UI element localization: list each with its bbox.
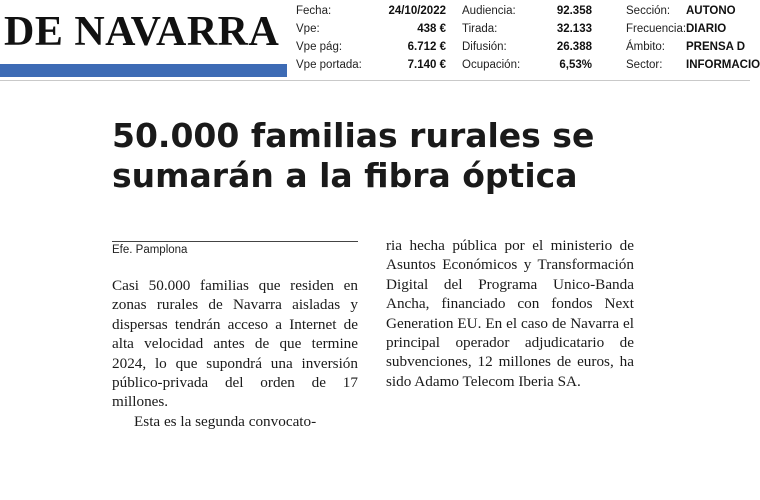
meta-label: Sector: [626,59,663,71]
meta-value: 26.388 [556,41,592,53]
meta-label: Ocupación: [462,59,521,71]
meta-value: AUTONO [686,5,736,17]
meta-label: Vpe: [296,23,320,35]
article-byline: Efe. Pamplona [112,244,188,256]
meta-value: DIARIO [686,23,727,35]
meta-row-frecuencia [626,20,750,38]
meta-label: Fecha: [296,5,332,17]
meta-column-3 [626,2,760,74]
meta-label: Audiencia: [462,5,516,17]
meta-row-fecha [296,2,446,20]
header-divider [0,80,750,81]
meta-label: Difusión: [462,41,507,53]
meta-row-difusion [462,38,592,56]
meta-row-ocupacion [462,56,592,74]
meta-column-1 [296,2,446,74]
meta-column-2 [462,2,592,74]
meta-row-ambito [626,38,750,56]
meta-label: Vpe portada: [296,59,362,71]
meta-value: 438 € [417,23,446,35]
masthead-title: DE NAVARRA [4,9,280,55]
meta-label: Ámbito: [626,41,665,53]
meta-row-vpe-pag [296,38,446,56]
article-column-left [112,276,358,431]
meta-row-audiencia [462,2,592,20]
headline-line-2: sumarán a la fibra óptica [112,156,578,195]
article-paragraph: Esta es la segunda convocato- [134,412,317,430]
meta-label: Tirada: [462,23,498,35]
meta-value: PRENSA D [686,41,745,53]
meta-label: Sección: [626,5,671,17]
meta-row-vpe [296,20,446,38]
article-column-right [386,236,634,391]
meta-value: 6.712 € [407,41,446,53]
headline-line-1: 50.000 familias rurales se [112,116,595,155]
meta-value: INFORMACIO [686,59,760,71]
meta-value: 92.358 [556,5,592,17]
meta-value: 32.133 [556,23,592,35]
byline-divider [112,241,358,242]
meta-row-vpe-portada [296,56,446,74]
meta-row-sector [626,56,760,74]
article-paragraph: ria hecha pública por el ministerio de Asuntos Económicos y Transformación Digital del Programa Unico-Banda Ancha, financiado con fondos Next Generation EU. En el caso de Navarra el principal operador adjudicatario de subvenciones, 12 millones de euros, ha sido Adamo Telecom Iberia SA. [386,237,634,390]
meta-label: Frecuencia: [626,23,687,35]
meta-label: Vpe pág: [296,41,343,53]
meta-row-seccion [626,2,750,20]
masthead-accent-bar [0,64,287,77]
article-paragraph: Casi 50.000 familias que residen en zonas rurales de Navarra aisladas y dispersas tendrán acceso a Internet de alta velocidad antes de que termine 2024, lo que supondrá una inversión público-privada del orden de 17 millones. [112,277,358,411]
meta-value: 24/10/2022 [388,5,446,17]
meta-value: 7.140 € [407,59,446,71]
meta-row-tirada [462,20,592,38]
article-headline [112,116,632,196]
meta-value: 6,53% [559,59,592,71]
masthead [0,0,290,78]
